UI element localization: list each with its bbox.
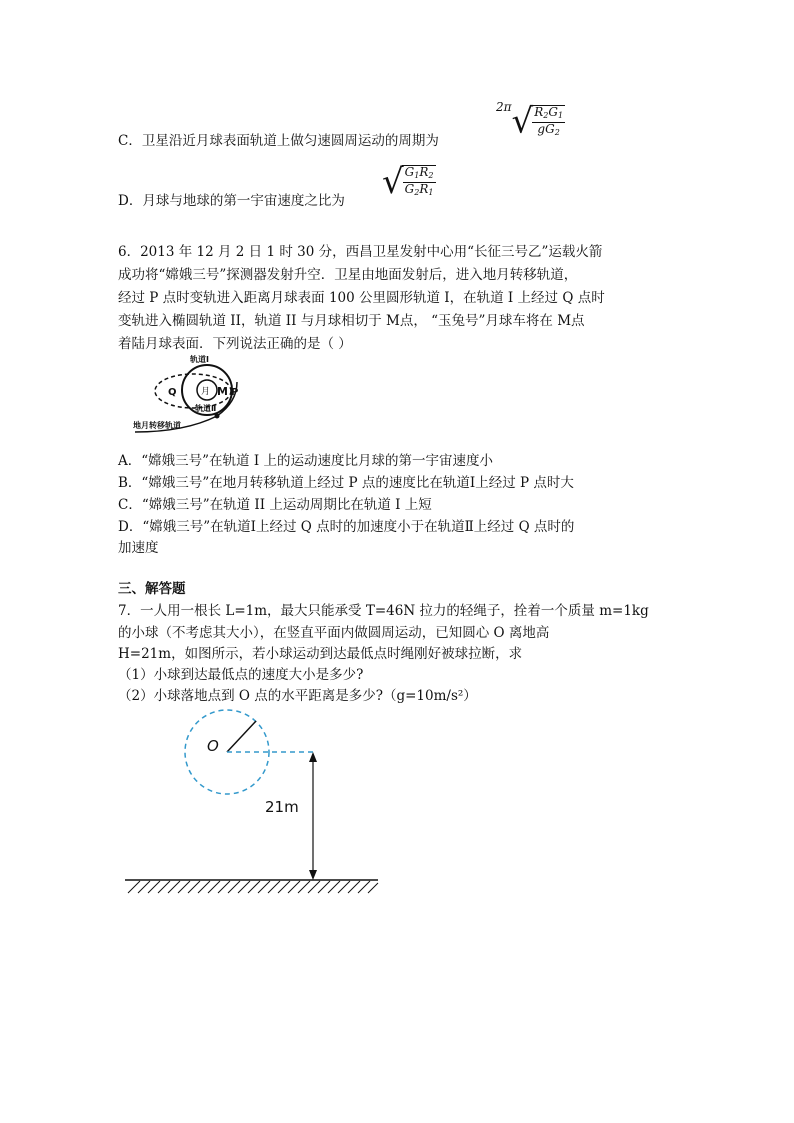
- height-arrow-bottom: [309, 870, 317, 880]
- q6-option-d: D．“嫦娥三号”在轨道Ⅰ上经过 Q 点时的加速度小于在轨道Ⅱ上经过 Q 点时的: [118, 519, 575, 535]
- moon-label: 月: [201, 387, 211, 397]
- q6-orbit-figure: [125, 350, 255, 440]
- sqrt-sign: √: [511, 101, 534, 142]
- q7-stem-line-1: 7．一人用一根长 L=1m，最大只能承受 T=46N 拉力的轻绳子，拴着一个质量 m=1kg: [118, 603, 649, 619]
- q5-option-d-text: D．月球与地球的第一宇宙速度之比为: [118, 193, 345, 209]
- q6-stem-line-4: 变轨进入椭圆轨道 II，轨道 II 与月球相切于 M点， “玉兔号”月球车将在 M点: [118, 313, 585, 329]
- rope-radius-line: [227, 721, 256, 752]
- center-o-label: O: [207, 737, 219, 755]
- q7-circle-figure: [120, 705, 385, 900]
- q6-stem-line-2: 成功将“嫦娥三号”探测器发射升空．卫星由地面发射后，进入地月转移轨道，: [118, 267, 578, 283]
- q6-stem-line-5: 着陆月球表面．下列说法正确的是（ ）: [118, 336, 352, 352]
- q6-option-c: C．“嫦娥三号”在轨道 II 上运动周期比在轨道 I 上短: [118, 497, 432, 513]
- ground-hatching: [128, 881, 378, 893]
- orbit-1-label: 轨道Ⅰ: [190, 355, 209, 364]
- height-arrow-top: [309, 752, 317, 762]
- point-q-label: Q: [168, 387, 177, 398]
- two-pi: 2π: [496, 100, 512, 114]
- transfer-point-dot: [215, 414, 220, 419]
- height-label: 21m: [265, 798, 299, 816]
- q5-option-c-text: C．卫星沿近月球表面轨道上做匀速圆周运动的周期为: [118, 133, 439, 149]
- q6-option-d-cont: 加速度: [118, 540, 159, 556]
- q7-question-2: （2）小球落地点到 O 点的水平距离是多少?（g=10m/s²）: [118, 688, 477, 704]
- section-3-heading: 三、解答题: [118, 581, 186, 597]
- q5-option-d: [118, 192, 345, 210]
- q6-stem-line-3: 经过 P 点时变轨进入距离月球表面 100 公里圆形轨道 I，在轨道 I 上经过 Q 点时: [118, 290, 605, 306]
- q6-option-b: B．“嫦娥三号”在地月转移轨道上经过 P 点的速度比在轨道Ⅰ上经过 P 点时大: [118, 475, 574, 491]
- q5-option-d-formula: √ $\frac{G_1R_2}{G_2R_1}$: [382, 162, 434, 202]
- point-p-label: P: [231, 387, 239, 398]
- transfer-orbit-label: 地月转移轨道: [133, 421, 181, 430]
- q5-option-c: [118, 132, 439, 150]
- q7-question-1: （1）小球到达最低点的速度大小是多少?: [118, 667, 364, 683]
- point-m-label: M: [217, 385, 228, 398]
- q7-stem-line-2: 的小球（不考虑其大小），在竖直平面内做圆周运动，已知圆心 O 离地高: [118, 625, 550, 641]
- sqrt-sign: √: [382, 162, 404, 202]
- orbit-2-label: 轨道Ⅱ: [195, 404, 217, 413]
- q6-option-a: A．“嫦娥三号”在轨道 I 上的运动速度比月球的第一宇宙速度小: [118, 453, 493, 469]
- q5-option-c-formula: 2π√ $\frac{R_2G_1}{gG_2}$: [496, 100, 564, 142]
- q7-stem-line-3: H=21m，如图所示，若小球运动到达最低点时绳刚好被球拉断，求: [118, 646, 523, 662]
- q6-stem-line-1: 6．2013 年 12 月 2 日 1 时 30 分，西昌卫星发射中心用“长征三号乙”运载火箭: [118, 244, 603, 260]
